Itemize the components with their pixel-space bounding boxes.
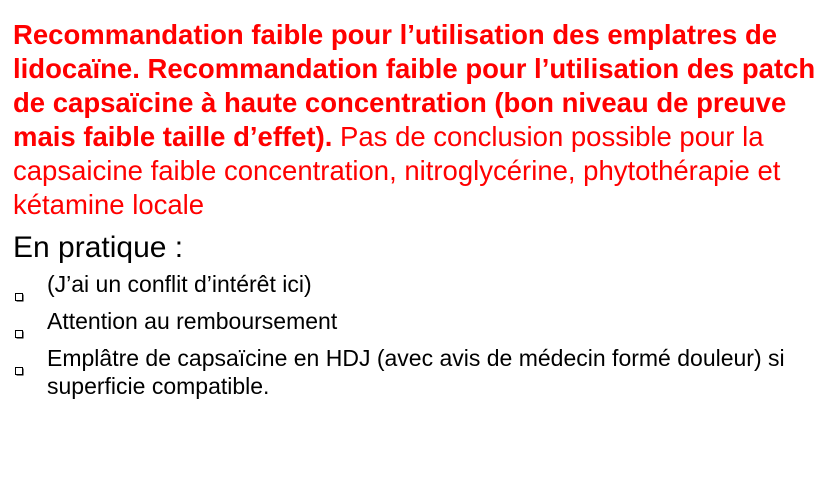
list-item — [13, 307, 833, 335]
practice-list — [13, 270, 833, 400]
list-item-text: Emplâtre de capsaïcine en HDJ (avec avis de médecin formé douleur) si superficie compatible. — [47, 345, 785, 399]
practice-heading: En pratique : — [13, 231, 184, 264]
square-bullet-icon — [15, 317, 24, 326]
recommendation-paragraph — [13, 18, 833, 222]
list-item-text: (J’ai un conflit d’intérêt ici) — [47, 271, 312, 297]
list-item — [13, 344, 833, 400]
list-item — [13, 270, 833, 298]
slide-content — [13, 18, 833, 409]
list-item-text: Attention au remboursement — [47, 308, 338, 334]
square-bullet-icon — [15, 354, 24, 363]
recommendation-bold-text: Recommandation faible pour l’utilisation des emplatres de lidocaïne. Recommandation faible pour l’utilisation des patch de capsaïcine à haute concentration (bon niveau de preuve mais faible taille d’effet). — [13, 19, 816, 152]
square-bullet-icon — [15, 280, 24, 289]
recommendation-normal-text: Pas de conclusion possible pour la capsaicine faible concentration, nitroglycérine, phytothérapie et kétamine locale — [13, 121, 781, 220]
